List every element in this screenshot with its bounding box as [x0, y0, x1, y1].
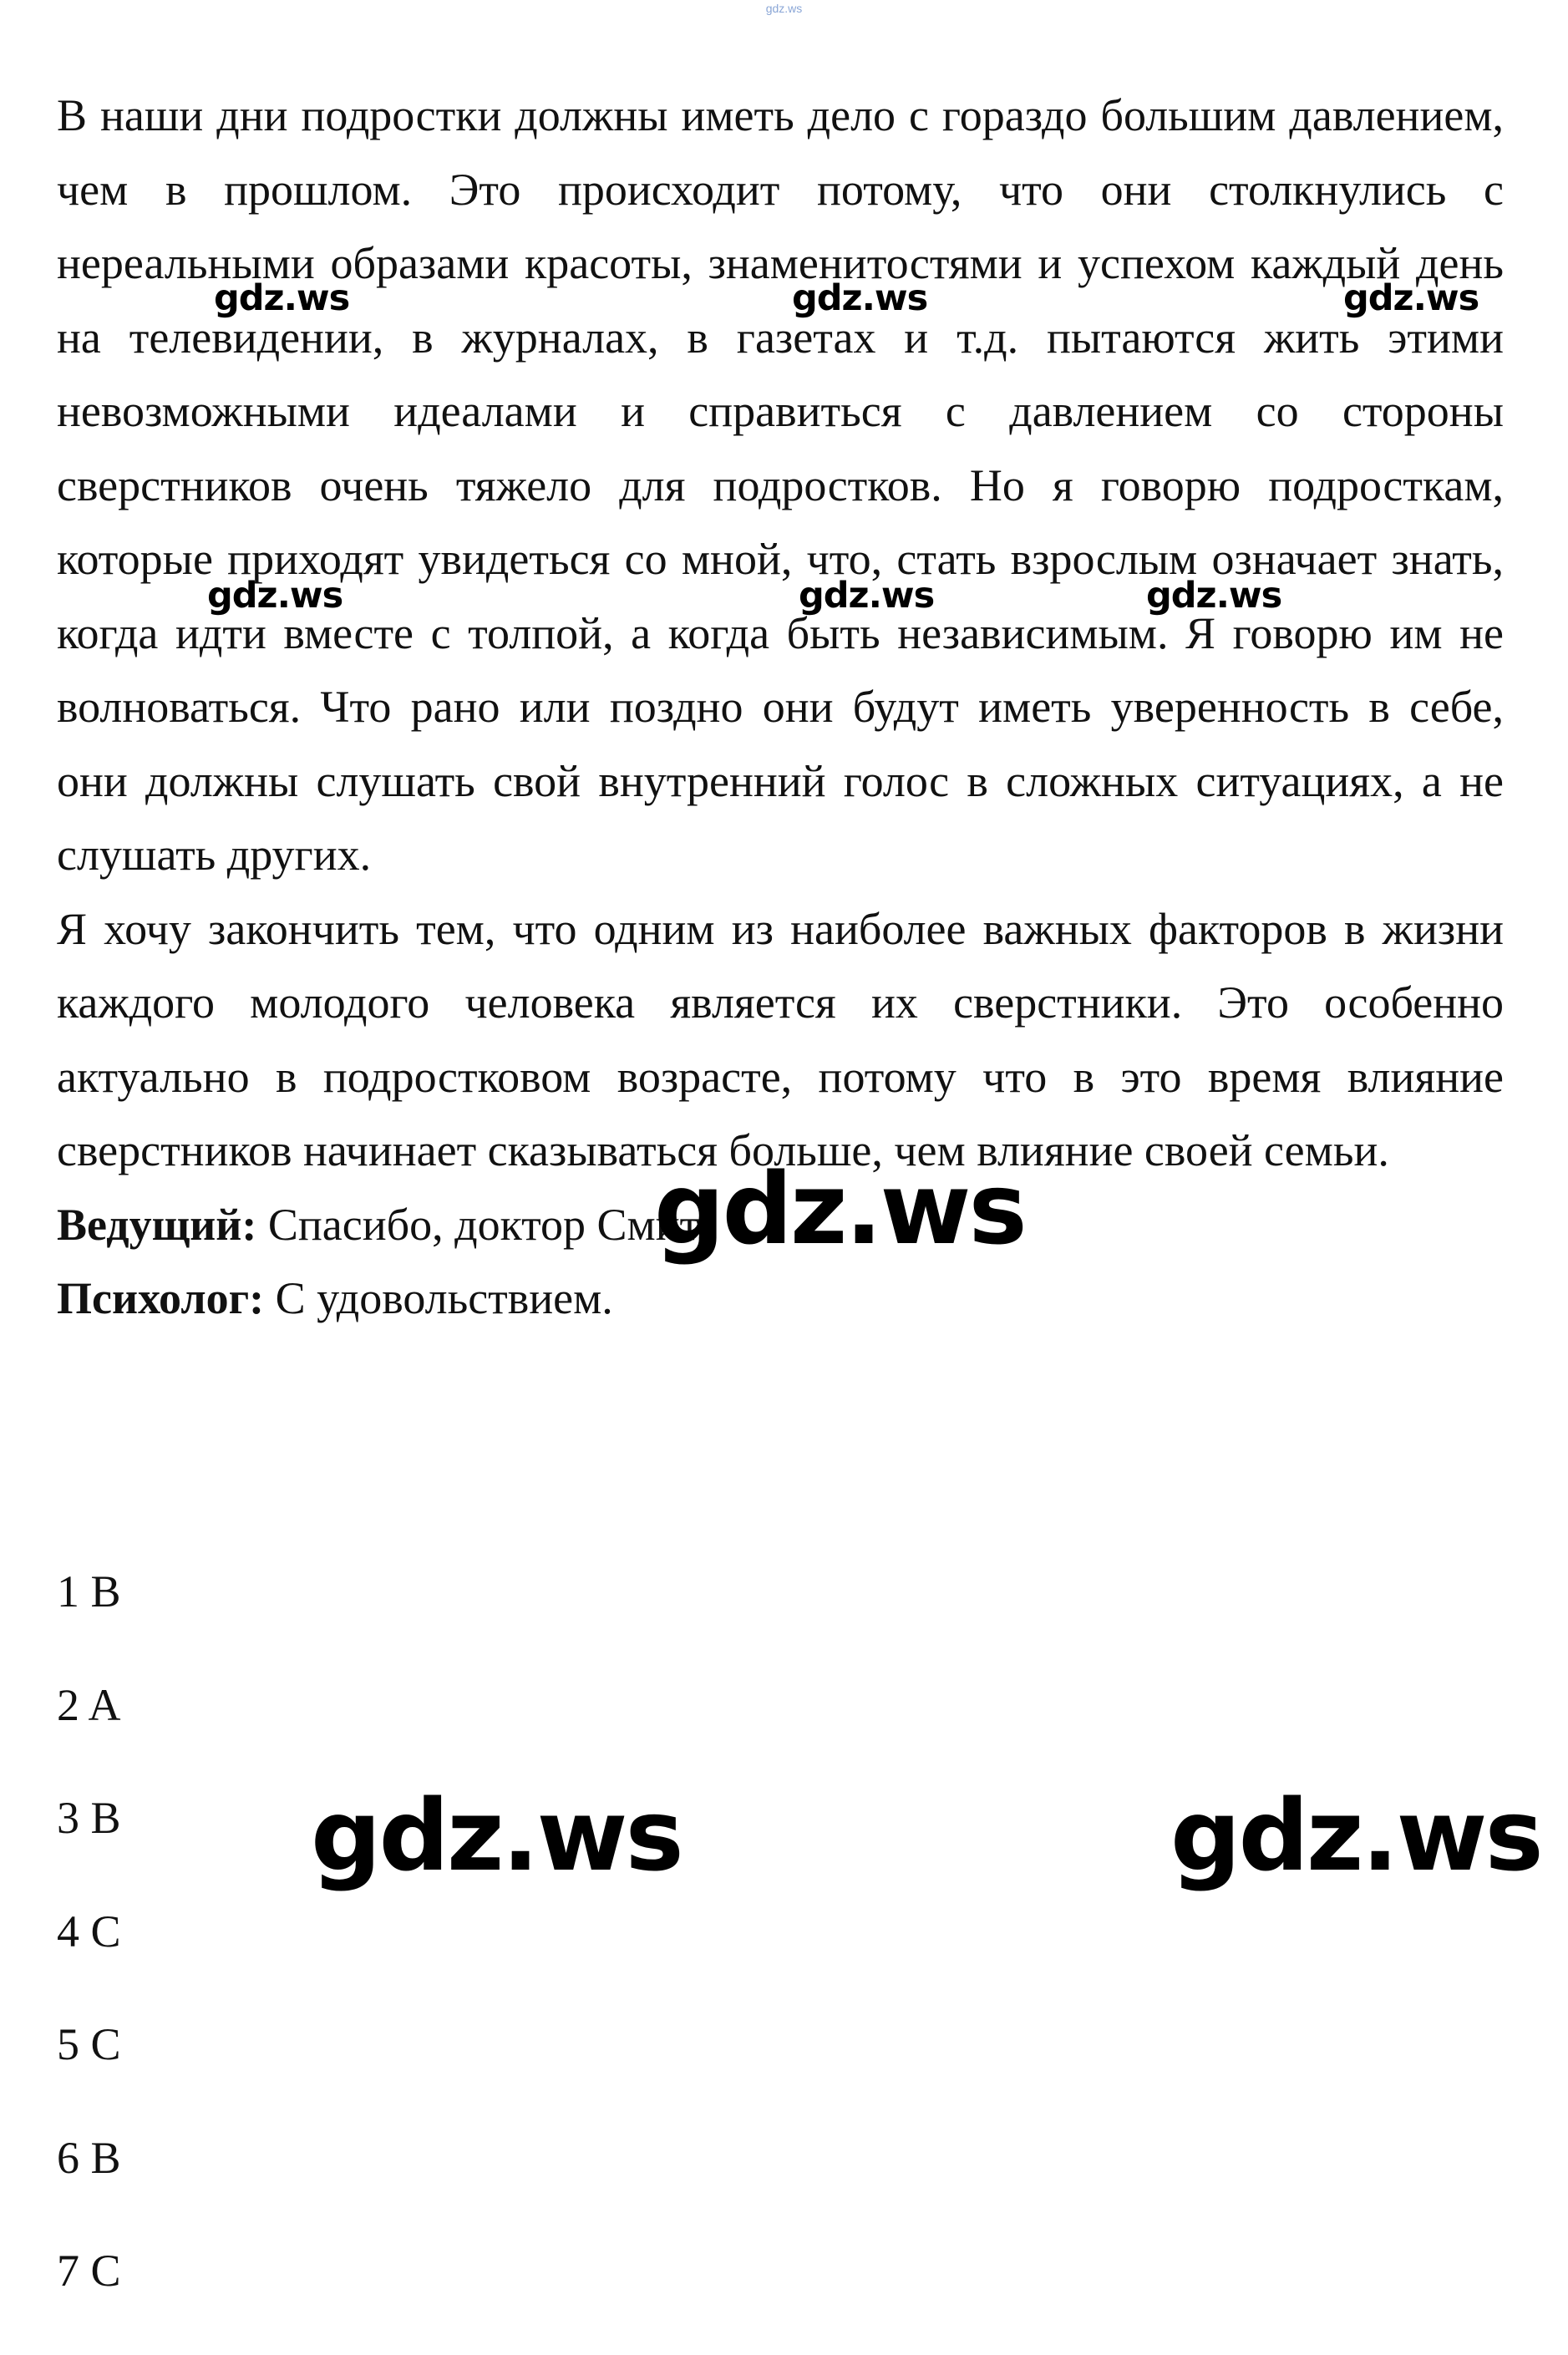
document-body: [57, 79, 1504, 1336]
watermark-text: gdz.ws: [1170, 1778, 1541, 1893]
answer-item: 5 C: [57, 2019, 121, 2069]
answer-item: 4 C: [57, 1906, 121, 1957]
speaker-host: Ведущий:: [57, 1199, 257, 1250]
answer-list: [57, 1562, 121, 2355]
watermark-text: gdz.ws: [214, 277, 350, 319]
paragraph-1: В наши дни подростки должны иметь дело с гораздо большим давлением, чем в прошлом. Это происходит потому, что они столкнулись с нереальными образами красоты, знаменитостями и успехом каждый день на телевидении, в журналах, в газетах и т.д. пытаются жить этими невозможными идеалами и справиться с давлением со стороны сверстников очень тяжело для подростков. Но я говорю подросткам, которые приходят увидеться со мной, что, стать взрослым означает знать, когда идти вместе с толпой, а когда быть независимым. Я говорю им не волноваться. Что рано или поздно они будут иметь уверенность в себе, они должны слушать свой внутренний голос в сложных ситуациях, а не слушать других.: [57, 90, 1504, 880]
speaker-psychologist: Психолог:: [57, 1273, 265, 1323]
watermark-text: gdz.ws: [1146, 575, 1282, 617]
line-psychologist-text: С удовольствием.: [275, 1273, 613, 1323]
line-host-text: Спасибо, доктор Смит.: [267, 1199, 708, 1250]
answer-item: 2 A: [57, 1679, 121, 1730]
paragraph-2: Я хочу закончить тем, что одним из наиболее важных факторов в жизни каждого молодого человека является их сверстники. Это особенно актуально в подростковом возрасте, потому что в это время влияние сверстников начинает сказываться больше, чем влияние своей семьи.: [57, 903, 1504, 1175]
watermark-text: gdz.ws: [799, 575, 935, 617]
answer-item: 1 B: [57, 1566, 121, 1617]
dialogue-line-psychologist: [57, 1261, 1504, 1336]
watermark-text: gdz.ws: [1343, 277, 1479, 319]
watermark-text: gdz.ws: [207, 575, 343, 617]
watermark-text: gdz.ws: [311, 1778, 682, 1893]
watermark-text: gdz.ws: [792, 277, 928, 319]
answer-item: 7 C: [57, 2246, 121, 2296]
watermark-text: gdz.ws: [654, 1151, 1025, 1266]
answer-item: 6 B: [57, 2132, 121, 2183]
header-mark: gdz.ws: [765, 2, 803, 15]
answer-item: 3 B: [57, 1793, 121, 1843]
